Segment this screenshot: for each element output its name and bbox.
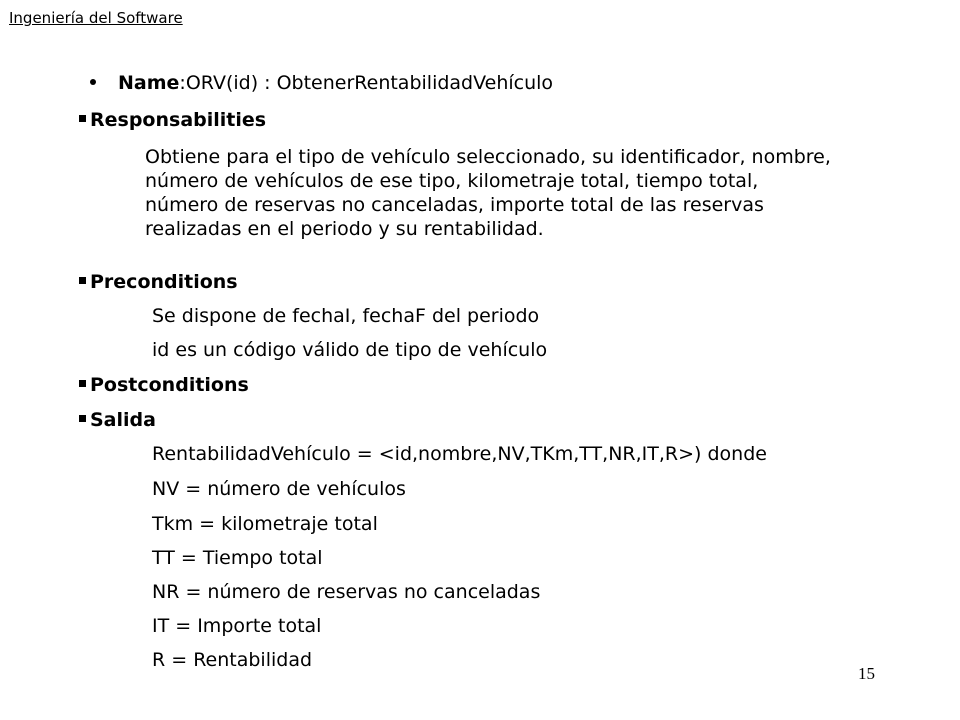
salida-heading-text: Salida [90, 409, 156, 431]
responsabilities-heading-text: Responsabilities [90, 109, 267, 131]
salida-item: NV = número de vehículos [152, 478, 406, 500]
responsabilities-line: número de vehículos de ese tipo, kilometraje total, tiempo total, [145, 170, 759, 192]
precondition-item: id es un código válido de tipo de vehículo [152, 339, 548, 361]
salida-item: R = Rentabilidad [152, 649, 313, 671]
name-value: :ORV(id) : ObtenerRentabilidadVehículo [179, 72, 554, 94]
postconditions-heading [79, 374, 249, 396]
square-bullet-icon [79, 115, 86, 122]
preconditions-heading-text: Preconditions [90, 271, 238, 293]
salida-item: IT = Importe total [152, 615, 322, 637]
responsabilities-line: Obtiene para el tipo de vehículo seleccionado, su identificador, nombre, [145, 146, 831, 168]
salida-item: NR = número de reservas no canceladas [152, 581, 541, 603]
slide-header: Ingeniería del Software [9, 9, 183, 27]
precondition-item: Se dispone de fechaI, fechaF del periodo [152, 305, 540, 327]
responsabilities-heading [79, 109, 266, 131]
postconditions-heading-text: Postconditions [90, 374, 249, 396]
salida-item: TT = Tiempo total [152, 547, 323, 569]
page-number: 15 [858, 664, 875, 683]
salida-item: RentabilidadVehículo = <id,nombre,NV,TKm,TT,NR,IT,R>) donde [152, 443, 767, 465]
responsabilities-line: realizadas en el periodo y su rentabilidad. [145, 218, 544, 240]
responsabilities-line: número de reservas no canceladas, importe total de las reservas [145, 194, 764, 216]
bullet-icon [90, 79, 96, 85]
square-bullet-icon [79, 277, 86, 284]
square-bullet-icon [79, 415, 86, 422]
responsabilities-text [145, 145, 925, 241]
preconditions-heading [79, 271, 238, 293]
salida-item: Tkm = kilometraje total [152, 513, 378, 535]
name-line [90, 72, 553, 94]
square-bullet-icon [79, 380, 86, 387]
salida-heading [79, 409, 156, 431]
name-label: Name [118, 72, 180, 94]
